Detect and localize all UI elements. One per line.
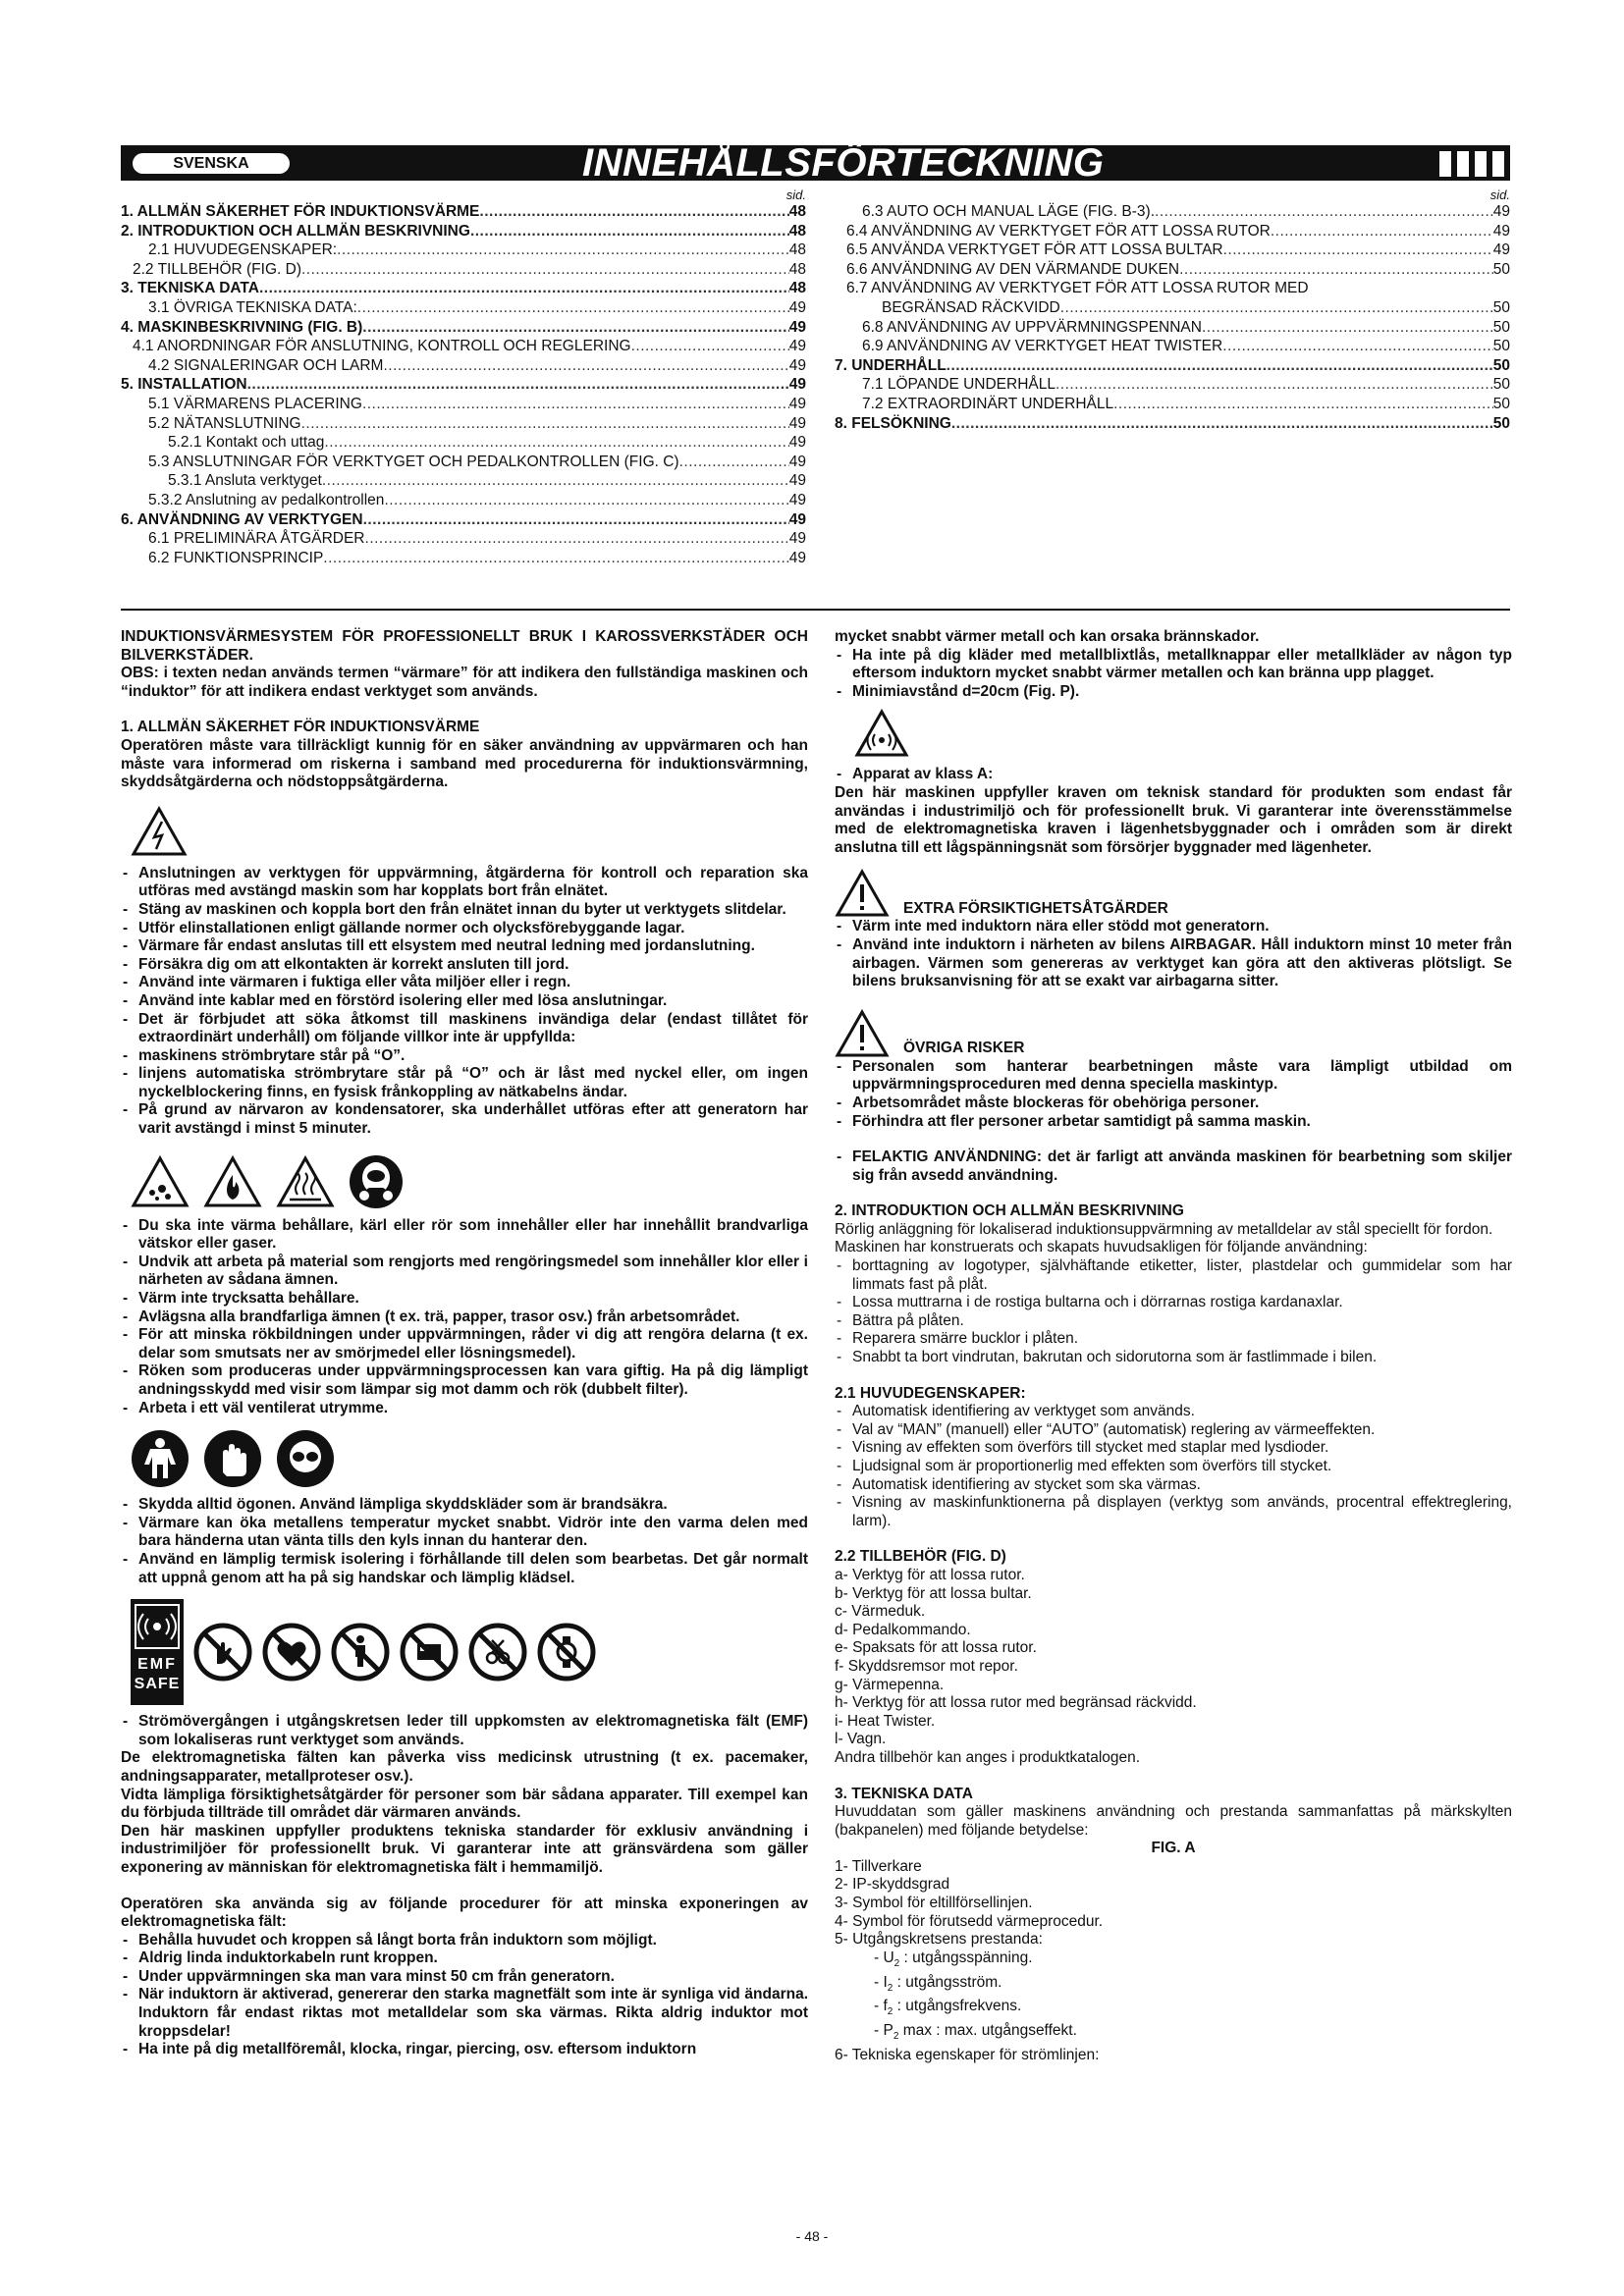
toc-entry-title: 2.2 TILLBEHÖR (FIG. D) [133,260,301,278]
toc-leader-dots [323,549,788,568]
toc-leader-dots [383,356,788,376]
bullet-dash: - [874,1949,884,1966]
list-item: - Värmare kan öka metallens temperatur mycket snabbt. Vidrör inte den varma delen med bara händerna utan vänta tills den kyls innan du hanterar den. [121,1515,808,1551]
toc-entry-page: 49 [1492,222,1510,240]
electric-warning-icons [131,806,808,857]
spec-text: : utgångsström. [896,1973,1002,1991]
toc-entry [121,240,806,260]
toc-entry-page: 49 [1492,241,1510,259]
toc-entry [121,395,806,414]
list-line: c- Värmeduk. [835,1603,926,1621]
toc-entry-title: 7.2 EXTRAORDINÄRT UNDERHÅLL [862,395,1114,412]
toc-leader-dots [1179,260,1493,280]
list-item: - Aldrig linda induktorkabeln runt kroppen. [121,1949,808,1968]
spec-text: max : max. utgångseffekt. [902,2021,1077,2039]
list-item: - Försäkra dig om att elkontakten är korrekt ansluten till jord. [121,956,808,975]
section-2-2-list [835,1567,1512,1749]
toc-entry-page: 50 [1492,260,1510,278]
emf-icons [131,1599,808,1705]
toc-entry-page: 49 [788,338,806,355]
spec-subscript: 2 [887,1982,893,1994]
toc-entry-page: 49 [788,318,806,336]
no-watch-icon [537,1623,596,1682]
toc-leader-dots [384,491,788,510]
toc-entry-title: 4.1 ANORDNINGAR FÖR ANSLUTNING, KONTROLL OCH REGLERING [133,338,631,355]
list-item: - Utför elinstallationen enligt gällande normer och olycksförebyggande lagar. [121,920,808,938]
other-title: ÖVRIGA RISKER [903,1040,1025,1057]
electric-safety-list [121,865,808,1139]
list-item: - Värm inte med induktorn nära eller stödd mot generatorn. [835,918,1512,936]
list-item: - Under uppvärmningen ska man vara minst 50 cm från generatorn. [121,1968,808,1987]
list-item: - FELAKTIG ANVÄNDNING: det är farligt att använda maskinen för bearbetning som skiljer sig från avsedd användning. [835,1148,1512,1185]
list-line: 3- Symbol för eltillförsellinjen. [835,1895,1033,1912]
list-item: - Lossa muttrarna i de rostiga bultarna och i dörrarnas rostiga kardanaxlar. [835,1294,1512,1312]
toc-entry-title: 6. ANVÄNDNING AV VERKTYGEN [121,510,363,528]
list-item: - Automatisk identifiering av verktyget som används. [835,1403,1512,1421]
electric-hazard-icon [131,806,188,857]
toc-entry [121,222,806,241]
toc-entry [121,356,806,376]
list-item: - Förhindra att fler personer arbetar samtidigt på samma maskin. [835,1113,1512,1132]
section-1-title: 1. ALLMÄN SÄKERHET FÖR INDUKTIONSVÄRME [121,719,480,736]
no-data-carriers-icon [400,1623,459,1682]
toc-entry-page: 50 [1492,414,1510,432]
list-line: i- Heat Twister. [835,1712,936,1730]
toc-entry [835,318,1510,338]
toc-entry-page: 48 [788,222,806,240]
spec-subscript: 2 [893,1957,900,1969]
section-3-list [835,1858,1512,1949]
section-2-p2: Maskinen har konstruerats och skapats huvudsakligen för följande användning: [835,1239,1368,1256]
extra-heading [835,869,1512,918]
output-spec-line [835,1998,1512,2022]
toc-leader-dots [479,202,788,222]
toc-entry [835,375,1510,395]
section-2-2-title: 2.2 TILLBEHÖR (FIG. D) [835,1548,1006,1566]
extra-precautions-list [835,918,1512,990]
toc-entry-title: 6.6 ANVÄNDNING AV DEN VÄRMANDE DUKEN [846,260,1180,278]
list-line: b- Verktyg för att lossa bultar. [835,1584,1032,1602]
hot-surface-icon [276,1155,335,1208]
toc-entry-page: 49 [788,530,806,548]
toc-leader-dots [324,433,788,453]
bullet-dash: - [874,2021,884,2039]
toc-entry-title: 2.1 HUVUDEGENSKAPER: [148,241,338,259]
toc-entry [121,471,806,491]
toc-entry [121,453,806,472]
toc-entry [835,202,1510,222]
list-item: - maskinens strömbrytare står på “O”. [121,1047,808,1066]
toc-leader-dots [362,395,789,414]
toc-entry-title: 5.3 ANSLUTNINGAR FÖR VERKTYGET OCH PEDALKONTROLLEN (FIG. C) [148,453,679,470]
toc-entry [121,337,806,356]
toc-entry-title: BEGRÄNSAD RÄCKVIDD [882,298,1060,316]
list-line: 1- Tillverkare [835,1857,922,1875]
toc-entry-title: 6.4 ANVÄNDNING AV VERKTYGET FÖR ATT LOSSA RUTOR [846,222,1271,240]
section-3-title: 3. TEKNISKA DATA [835,1785,973,1802]
toc-entry-title: 4.2 SIGNALERINGAR OCH LARM [148,356,384,374]
toc-leader-dots [1202,318,1493,338]
other-risks-list [835,1058,1512,1131]
gloves-icon [203,1429,262,1488]
section-2-title: 2. INTRODUKTION OCH ALLMÄN BESKRIVNING [835,1202,1184,1220]
explosion-hazard-icon [131,1155,189,1208]
toc-entry-page: 49 [788,549,806,566]
toc-entry [121,279,806,298]
protective-clothing-icon [131,1429,189,1488]
list-line: l- Vagn. [835,1731,887,1748]
toc-entry-title: 2. INTRODUKTION OCH ALLMÄN BESKRIVNING [121,222,470,240]
emf-paragraph-1: De elektromagnetiska fälten kan påverka viss medicinsk utrustning (t ex. pacemaker, andningsapparater, metallproteser osv.). [121,1749,808,1785]
list-item: - Använd inte värmaren i fuktiga eller våta miljöer eller i regn. [121,974,808,992]
toc-entry [835,260,1510,280]
toc-entry-page: 50 [1492,395,1510,412]
emf-paragraph-4: Operatören ska använda sig av följande procedurer för att minska exponeringen av elektromagnetiska fält: [121,1895,808,1931]
section-3-last: 6- Tekniska egenskaper för strömlinjen: [835,2046,1100,2063]
list-item: - linjens automatiska strömbrytare står på “O” och är låst med nyckel eller, om ingen nyckelblockering finns, en fysisk frånkoppling av nätkabelns ändar. [121,1065,808,1101]
list-item: - För att minska rökbildningen under uppvärmningen, råder vi dig att rengöra delarna (t ex. delar som smutsats ner av smörjmedel eller lösningsmedel). [121,1326,808,1362]
list-item: - Stäng av maskinen och koppla bort den från elnätet innan du byter ut verktygets slitdelar. [121,901,808,920]
list-item: - Reparera smärre bucklor i plåten. [835,1330,1512,1349]
output-spec-line [835,1974,1512,1999]
toc-entry [121,202,806,222]
toc-entry [835,414,1510,434]
emf-intro-list [121,1713,808,1749]
list-item: - Behålla huvudet och kroppen så långt borta från induktorn som möjligt. [121,1932,808,1950]
toc-leader-dots [1113,395,1493,414]
list-line: 5- Utgångskretsens prestanda: [835,1931,1043,1949]
eye-protection-icon [276,1429,335,1488]
list-line: 2- IP-skyddsgrad [835,1876,950,1894]
list-item: - Använd inte kablar med en förstörd isolering eller med lösa anslutningar. [121,992,808,1011]
other-heading [835,1009,1512,1058]
toc-entry [121,318,806,338]
list-item: - Visning av effekten som överförs till stycket med staplar med lysdioder. [835,1439,1512,1458]
toc-entry [835,356,1510,376]
bar [1492,151,1504,177]
list-line: a- Verktyg för att lossa rutor. [835,1566,1025,1583]
toc-entry-page: 49 [788,414,806,432]
toc-entry-title: 6.8 ANVÄNDNING AV UPPVÄRMNINGSPENNAN [862,318,1202,336]
spec-symbol: U [883,1949,894,1966]
safe-label: SAFE [134,1676,181,1693]
ppe-safety-list [121,1496,808,1587]
toc-entry-page: 49 [788,395,806,412]
toc-leader-dots [259,279,789,298]
page-number: - 48 - [795,2228,829,2244]
toc-entry-page: 50 [1492,376,1510,394]
toc-entry-title: 7.1 LÖPANDE UNDERHÅLL [862,376,1056,394]
list-item: - borttagning av logotyper, självhäftande etiketter, lister, plastdelar och gummidelar som har limmats fast på plåt. [835,1257,1512,1294]
toc-entry-page: 50 [1492,298,1510,316]
toc-leader-dots [363,510,789,530]
list-item: - Visning av maskinfunktionerna på displayen (verktyg som används, procentral effektreglering, larm). [835,1494,1512,1530]
toc-entry-title: 6.3 AUTO OCH MANUAL LÄGE (FIG. B-3). [862,203,1156,220]
list-item: - När induktorn är aktiverad, genererar den starka magnetfält som inte är synliga vid ändarna. Induktorn får endast riktas mot metalldelar som ska värmas. Rikta aldrig induktor mot kroppsdelar! [121,1986,808,2041]
sid-label: sid. [785,187,806,202]
toc-entry-page: 48 [788,260,806,278]
list-item: - Snabbt ta bort vindrutan, bakrutan och sidorutorna som är fastlimmade i bilen. [835,1349,1512,1367]
toc-left [121,188,806,567]
list-item: - Ha inte på dig metallföremål, klocka, ringar, piercing, osv. eftersom induktorn [121,2041,808,2059]
list-item: - Värm inte trycksatta behållare. [121,1290,808,1308]
toc-entry [121,491,806,510]
list-line: 4- Symbol för förutsedd värmeprocedur. [835,1912,1104,1930]
emf-procedure-list [121,1932,808,2059]
section-2-p1: Rörlig anläggning för lokaliserad induktionsuppvärmning av metalldelar av stål speciellt för fordon. [835,1220,1493,1238]
language-label: SVENSKA [133,153,290,174]
banner-bars [1439,151,1504,177]
general-warning-icon [835,1009,890,1058]
bar [1457,151,1469,177]
toc-leader-dots [365,529,789,549]
toc-entry-page: 49 [788,376,806,394]
ppe-icons [131,1429,808,1488]
emf-paragraph-2: Vidta lämpliga försiktighetsåtgärder för personer som bär sådana apparater. Till exempel kan du förbjuda tillträde till området där värmaren används. [121,1786,808,1822]
toc-entry-title: 5.1 VÄRMARENS PLACERING [148,395,362,412]
toc-leader-dots [362,318,788,338]
output-spec-line [835,1949,1512,1974]
radio-waves-icon [131,1599,184,1654]
list-line: e- Spaksats för att lossa rutor. [835,1639,1037,1657]
toc-entry [121,433,806,453]
flammable-hazard-icon [203,1155,262,1208]
spec-subscript: 2 [887,2006,893,2018]
toc-entry-title: 5.2 NÄTANSLUTNING [148,414,301,432]
spec-subscript: 2 [893,2031,899,2042]
spec-symbol: P [883,2021,893,2039]
fire-warning-icons [131,1154,808,1209]
toc-leader-dots [301,260,789,280]
list-line: h- Verktyg för att lossa rutor med begränsad räckvidd. [835,1694,1197,1712]
general-warning-icon [835,869,890,918]
list-item: - Minimiavstånd d=20cm (Fig. P). [835,683,1512,702]
no-pacemaker-icon [262,1623,321,1682]
bar [1475,151,1487,177]
continued-list [835,647,1512,702]
fig-a-label: FIG. A [1151,1840,1196,1857]
list-item: - Röken som produceras under uppvärmningsprocessen kan vara giftig. Ha på dig lämpligt andningsskydd med visir som lämpar sig mot damm och rök (dubbelt filter). [121,1362,808,1399]
header-banner [121,141,1510,185]
toc-entry-page: 50 [1492,356,1510,374]
right-column [835,628,1512,2064]
toc-entry-title: 6.2 FUNKTIONSPRINCIP [148,549,324,566]
extra-title: EXTRA FÖRSIKTIGHETSÅTGÄRDER [903,899,1168,917]
toc-entry [835,279,1510,298]
intro-obs: OBS: i texten nedan används termen “värmare” för att indikera den fullständiga maskinen och “induktor” för att indikera endast verktyget som används. [121,665,808,700]
list-item: - Ljudsignal som är proportionerlig med effekten som överförs till stycket. [835,1458,1512,1476]
section-3-sublist [835,1949,1512,2047]
toc-leader-dots [337,240,789,260]
spec-symbol: f [883,1998,888,2015]
toc-entry-title: 5.2.1 Kontakt och uttag [168,434,325,452]
section-1-text: Operatören måste vara tillräckligt kunnig för en säker användning av uppvärmaren och han måste vara informerad om riskerna i samband med procedurerna för induktionsvärmning, skyddsåtgärderna och nödstoppsåtgärderna. [121,736,808,791]
toc-entry [835,337,1510,356]
bullet-dash: - [874,1973,884,1991]
class-a-list [835,766,1512,784]
toc-entry-page: 49 [788,356,806,374]
section-2-2-note: Andra tillbehör kan anges i produktkatalogen. [835,1748,1141,1766]
section-3-p1: Huvuddatan som gäller maskinens användning och prestanda sammanfattas på märkskylten (bakpanelen) med följande betydelse: [835,1803,1512,1839]
toc-entry-title: 3.1 ÖVRIGA TEKNISKA DATA: [148,298,357,316]
toc-leader-dots [1223,240,1493,260]
toc-leader-dots [1222,337,1493,356]
list-item: - Anslutningen av verktygen för uppvärmning, åtgärderna för kontroll och reparation ska utföras med avstängd maskin som har kopplats bort från elnätet. [121,865,808,901]
toc-entry-page: 50 [1492,318,1510,336]
toc-leader-dots [247,375,789,395]
toc-entry-title: 7. UNDERHÅLL [835,356,947,374]
toc-leader-dots [301,414,789,434]
list-item: - Arbetsområdet måste blockeras för obehöriga personer. [835,1095,1512,1113]
toc-leader-dots [631,337,789,356]
no-metal-objects-icon [468,1623,527,1682]
toc-entry [121,298,806,318]
toc-leader-dots [951,414,1493,434]
list-item: - Automatisk identifiering av stycket som ska värmas. [835,1476,1512,1495]
section-2-1-list [835,1403,1512,1530]
toc-entry-title: 6.7 ANVÄNDNING AV VERKTYGET FÖR ATT LOSSA RUTOR MED [846,280,1309,297]
toc-entry-page: 49 [788,510,806,528]
list-item: - Strömövergången i utgångskretsen leder till uppkomsten av elektromagnetiska fält (EMF) som lokaliseras runt verktyget som används. [121,1713,808,1749]
emf-paragraph-3: Den här maskinen uppfyller produktens tekniska standarder för exklusiv användning i industrimiljöer för professionellt bruk. Vi garanterar inte att gränsvärdena som gäller exponering av människan för elektromagnetiska fält i hemmamiljö. [121,1822,808,1876]
toc-entry-title: 6.5 ANVÄNDA VERKTYGET FÖR ATT LOSSA BULTAR [846,241,1223,259]
emf-label: EMF [137,1656,177,1674]
intro-title: INDUKTIONSVÄRMESYSTEM FÖR PROFESSIONELLT BRUK I KAROSSVERKSTÄDER OCH BILVERKSTÄDER. [121,628,808,664]
toc-leader-dots [1155,202,1493,222]
section-divider [121,609,1510,611]
toc-entry-title: 1. ALLMÄN SÄKERHET FÖR INDUKTIONSVÄRME [121,203,480,220]
list-item: - Skydda alltid ögonen. Använd lämpliga skyddskläder som är brandsäkra. [121,1496,808,1515]
list-item: - Ha inte på dig kläder med metallblixtlås, metallknappar eller metallkläder av någon typ eftersom induktorn mycket snabbt värmer metallen och kan bränna upp plagget. [835,647,1512,683]
toc-leader-dots [1271,222,1493,241]
toc-entry [835,240,1510,260]
list-item: - Personalen som hanterar bearbetningen måste vara lämpligt utbildad om uppvärmningsproceduren med denna speciella maskintyp. [835,1058,1512,1095]
continued-text: mycket snabbt värmer metall och kan orsaka brännskador. [835,628,1260,645]
toc-leader-dots [1060,298,1493,318]
toc-right [835,188,1510,433]
toc-entry-page: 48 [788,241,806,259]
list-item: - Värmare får endast anslutas till ett elsystem med neutral ledning med jordanslutning. [121,937,808,956]
list-item: - På grund av närvaron av kondensatorer, ska underhållet utföras efter att generatorn har varit avstängd i minst 5 minuter. [121,1101,808,1138]
toc-leader-dots [357,298,789,318]
toc-entry-page: 48 [788,280,806,297]
no-metal-implants-icon [331,1623,390,1682]
fire-safety-list [121,1217,808,1418]
list-item: - Bättra på plåten. [835,1312,1512,1331]
list-line: f- Skyddsremsor mot repor. [835,1657,1018,1675]
list-item: - Arbeta i ett väl ventilerat utrymme. [121,1400,808,1418]
toc-leader-dots [947,356,1493,376]
list-item: - Du ska inte värma behållare, kärl eller rör som innehåller eller har innehållit brandvarliga vätskor eller gaser. [121,1217,808,1254]
list-item: - Det är förbjudet att söka åtkomst till maskinens invändiga delar (endast tillåtet för extraordinärt underhåll) om följande villkor inte är uppfyllda: [121,1011,808,1047]
toc-entry-title: 6.9 ANVÄNDNING AV VERKTYGET HEAT TWISTER [862,338,1223,355]
emf-warning-icons [854,709,1512,758]
toc-entry-page: 49 [788,472,806,490]
left-column [121,628,808,2059]
toc-entry-title: 6.1 PRELIMINÄRA ÅTGÄRDER [148,530,365,548]
toc-entry-page: 48 [788,203,806,220]
toc-leader-dots [470,222,789,241]
toc-entry-title: 5.3.1 Ansluta verktyget [168,472,322,490]
toc-entry-page: 49 [1492,203,1510,220]
page-title: INNEHÅLLSFÖRTECKNING [582,141,1105,185]
class-a-text: Den här maskinen uppfyller kraven om teknisk standard för produkten som endast får användas i industrimiljö och för professionellt bruk. Vi garanterar inte överensstämmelse med de elektromagnetiska kraven i lägenhetsbyggnader och i områden som är direkt anslutna till ett lågspänningsnät som försörjer byggnader med lägenheter. [835,783,1512,856]
toc-leader-dots [679,453,789,472]
toc-entry [121,549,806,568]
non-ionizing-radiation-icon [854,709,909,758]
list-line: g- Värmepenna. [835,1676,945,1693]
list-item: - Avlägsna alla brandfarliga ämnen (t ex. trä, papper, trasor osv.) från arbetsområdet. [121,1308,808,1327]
misuse-list [835,1148,1512,1185]
list-item: - Val av “MAN” (manuell) eller “AUTO” (automatisk) reglering av värmeeffekten. [835,1421,1512,1440]
emf-safe-badge [131,1599,184,1705]
list-item: - Använd en lämplig termisk isolering i förhållande till delen som bearbetas. Det går normalt att uppnå genom att ha på sig handskar och lämplig klädsel. [121,1551,808,1587]
bar [1439,151,1451,177]
toc-entry-page: 49 [788,453,806,470]
toc-entry-title: 8. FELSÖKNING [835,414,951,432]
respirator-mask-icon [349,1154,404,1209]
toc-entry [835,222,1510,241]
spec-symbol: I [883,1973,888,1991]
sid-label: sid. [1489,187,1510,202]
toc-entry-title: 4. MASKINBESKRIVNING (FIG. B) [121,318,363,336]
toc-entry [121,260,806,280]
no-touch-icon [193,1623,252,1682]
toc-entry-title: 3. TEKNISKA DATA [121,280,259,297]
list-item: - Apparat av klass A: [835,766,1512,784]
toc-entry [121,510,806,530]
spec-text: : utgångsspänning. [903,1949,1033,1966]
toc-entry [121,375,806,395]
toc-entry-page: 50 [1492,338,1510,355]
toc-entry [121,414,806,434]
toc-entry [835,298,1510,318]
toc-entry-page: 49 [788,434,806,452]
bullet-dash: - [874,1998,884,2015]
toc-entry-title: 5. INSTALLATION [121,376,247,394]
toc-leader-dots [322,471,789,491]
toc-entry-page: 49 [788,491,806,508]
toc-entry [835,395,1510,414]
list-line: d- Pedalkommando. [835,1621,971,1638]
toc-entry-page: 49 [788,298,806,316]
list-item: - Undvik att arbeta på material som rengjorts med rengöringsmedel som innehåller klor eller i närheten av sådana ämnen. [121,1254,808,1290]
spec-text: : utgångsfrekvens. [896,1998,1022,2015]
output-spec-line [835,2022,1512,2047]
toc-leader-dots [1056,375,1493,395]
section-2-1-title: 2.1 HUVUDEGENSKAPER: [835,1384,1026,1402]
list-item: - Använd inte induktorn i närheten av bilens AIRBAGAR. Håll induktorn minst 10 meter från airbagen. Värmen som genereras av verktyget kan göra att den aktiveras plötsligt. Se bilens bruksanvisning för att se exakt var airbagarna sitter. [835,936,1512,991]
toc-entry [121,529,806,549]
toc-entry-title: 5.3.2 Anslutning av pedalkontrollen [148,491,385,508]
section-2-list [835,1257,1512,1367]
